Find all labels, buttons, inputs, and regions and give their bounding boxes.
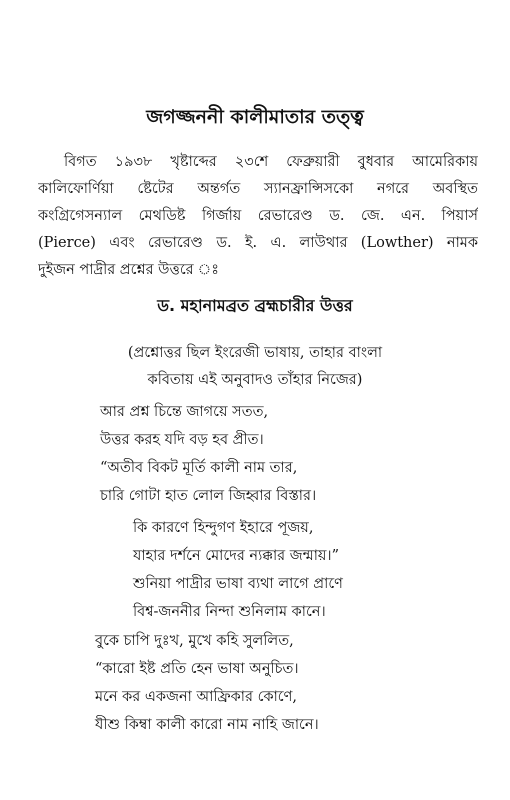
intro-line: দুইজন পাদ্রীর প্রশ্নের উত্তরে ঃ	[38, 262, 219, 278]
section-heading: ড. মহানামব্রত ব্রহ্মচারীর উত্তর	[157, 296, 353, 315]
poem-line: “কারো ইষ্ট প্রতি হেন ভাষা অনুচিত।	[95, 661, 299, 677]
poem-line: চারি গোটা হাত লোল জিহ্বার বিস্তার।	[100, 488, 317, 504]
poem-line: শুনিয়া পাদ্রীর ভাষা ব্যথা লাগে প্রাণে	[133, 576, 343, 592]
poem-line: যীশু কিম্বা কালী কারো নাম নাহি জানে।	[95, 717, 319, 733]
poem-stanza-3	[95, 627, 319, 739]
intro-line: (Pierce) এবং রেভারেণ্ড ড. ই. এ. লাউথার (Lowther) নামক	[38, 235, 478, 251]
note-line: (প্রশ্নোত্তর ছিল ইংরেজী ভাষায়, তাহার বাংলা	[127, 345, 383, 361]
poem-line: মনে কর একজনা আফ্রিকার কোণে,	[95, 689, 298, 705]
poem-line: বুকে চাপি দুঃখ, মুখে কহি সুললিত,	[95, 633, 294, 649]
poem-line: উত্তর করহ যদি বড় হব প্রীত।	[100, 432, 264, 448]
intro-line: কালিফোর্ণিয়া ষ্টেটের অন্তর্গত স্যানফ্রান্সিসকো নগরে অবস্থিত	[38, 181, 478, 197]
note-line: কবিতায় এই অনুবাদও তাঁহার নিজের)	[147, 372, 363, 388]
poem-line: কি কারণে হিন্দুগণ ইহারে পূজয়,	[133, 520, 314, 536]
translation-note	[0, 340, 510, 394]
poem-line: বিশ্ব-জননীর নিন্দা শুনিলাম কানে।	[133, 604, 326, 620]
intro-line: কংগ্রিগেসন্যাল মেথডিষ্ট গির্জায় রেভারেণ্ড ড. জে. এন. পিয়ার্স	[38, 208, 478, 224]
page-title: জগজ্জননী কালীমাতার তত্ত্ব	[146, 106, 364, 128]
poem-line: যাহার দর্শনে মোদের ন্যক্কার জন্মায়।”	[133, 548, 340, 564]
poem-stanza-2	[133, 514, 343, 626]
poem-line: “অতীব বিকট মূর্তি কালী নাম তার,	[100, 460, 298, 476]
intro-paragraph	[38, 149, 478, 284]
poem-stanza-1	[100, 398, 316, 510]
intro-line: বিগত ১৯৩৮ খৃষ্টাব্দের ২৩শে ফেব্রুয়ারী বুধবার আমেরিকায়	[64, 154, 478, 170]
poem-line: আর প্রশ্ন চিন্তে জাগয়ে সতত,	[100, 404, 269, 420]
